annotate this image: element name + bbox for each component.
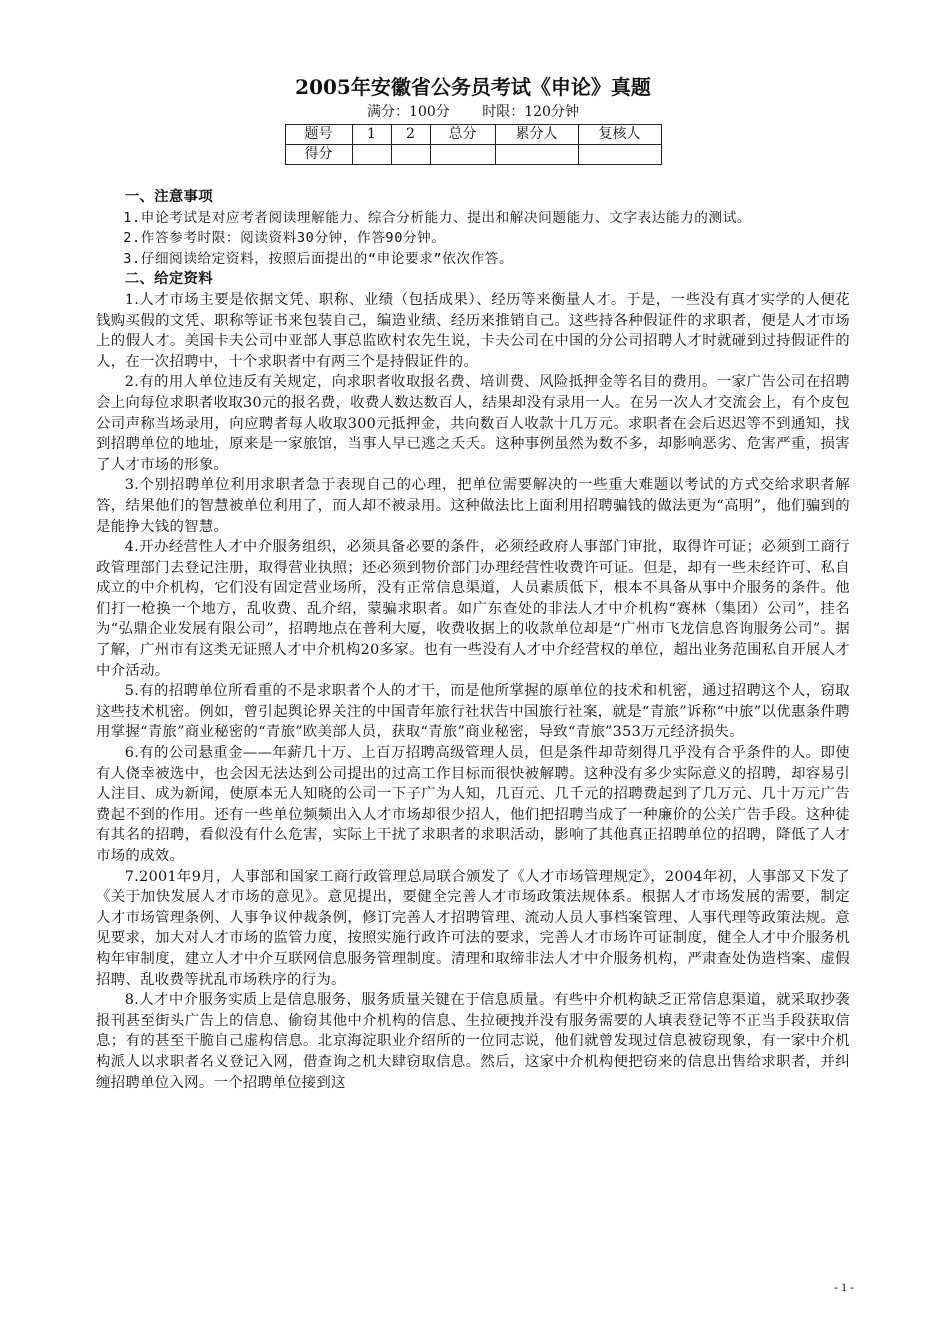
time-limit-text: 时限：120分钟 [482, 104, 579, 120]
material-paragraph: 7.2001年9月，人事部和国家工商行政管理总局联合颁发了《人才市场管理规定》，2004年初，人事部又下发了《关于加快发展人才市场的意见》。意见提出，要健全完善人才市场政策法规体系。根据人才市场发展的需要，制定人才市场管理条例、人事争议仲裁条例，修订完善人才招聘管理、流动人员人事档案管理、人事代理等政策法规。意见要求，加大对人才市场的监管力度，按照实施行政许可法的要求，完善人才市场许可证制度，健全人才中介服务机构年审制度，建立人才中介互联网信息服务管理制度。清理和取缔非法人才中介服务机构，严肃查处伪造档案、虚假招聘、乱收费等扰乱市场秩序的行为。 [96, 868, 850, 988]
score-cell: 总分 [430, 125, 495, 145]
document-page [96, 72, 850, 1093]
document-body [96, 187, 850, 1093]
material-paragraph: 8.人才中介服务实质上是信息服务，服务质量关键在于信息质量。有些中介机构缺乏正常信息渠道，就采取抄袭报刊甚至街头广告上的信息、偷窃其他中介机构的信息、生拉硬拽并没有服务需要的人填表登记等不正当手段获取信息；有的甚至干脆自己虚构信息。北京海淀职业介绍所的一位同志说，他们就曾发现过信息被窃现象，有一家中介机构派人以求职者名义登记入网，借查询之机大肆窃取信息。然后，这家中介机构便把窃来的信息出售给求职者，并纠缠招聘单位入网。一个招聘单位接到这 [96, 992, 850, 1091]
score-cell: 累分人 [495, 125, 578, 145]
full-score-text: 满分：100分 [367, 104, 450, 120]
score-table-header-row [285, 125, 661, 145]
score-cell: 2 [391, 125, 430, 145]
score-cell: 1 [352, 125, 391, 145]
notice-item: 3.仔细阅读给定资料，按照后面提出的“申论要求”依次作答。 [123, 250, 514, 267]
exam-meta [96, 102, 850, 122]
material-paragraph: 2.有的用人单位违反有关规定，向求职者收取报名费、培训费、风险抵押金等名目的费用。一家广告公司在招聘会上向每位求职者收取30元的报名费，收费人数达数百人，结果却没有录用一人。在另一次人才交流会上，有个皮包公司声称当场录用，向应聘者每人收取300元抵押金，共向数百人收款十几万元。求职者在会后迟迟等不到通知，找到招聘单位的地址，原来是一家旅馆，当事人早已逃之夭夭。这种事例虽然为数不多，却影响恶劣、危害严重，损害了人才市场的形象。 [96, 374, 850, 473]
notice-item: 2.作答参考时限：阅读资料30分钟，作答90分钟。 [123, 230, 446, 247]
score-cell [495, 145, 578, 165]
material-paragraph: 1.人才市场主要是依据文凭、职称、业绩（包括成果）、经历等来衡量人才。于是，一些没有真才实学的人便花钱购买假的文凭、职称等证书来包装自己，编造业绩、经历来推销自己。这些持各种假证件的求职者，便是人才市场上的假人才。美国卡夫公司中亚部人事总监欧村农先生说，卡夫公司在中国的分公司招聘人才时就碰到过持假证件的人，在一次招聘中，十个求职者中有两三个是持假证件的。 [96, 291, 850, 370]
notice-item: 1.申论考试是对应考者阅读理解能力、综合分析能力、提出和解决问题能力、文字表达能力的测试。 [123, 209, 752, 226]
material-paragraph: 4.开办经营性人才中介服务组织，必须具备必要的条件，必须经政府人事部门审批，取得许可证；必须到工商行政管理部门去登记注册，取得营业执照；还必须到物价部门办理经营性收费许可证。但是，却有一些未经许可、私自成立的中介机构，它们没有固定营业场所，没有正常信息渠道，人员素质低下，根本不具备从事中介服务的条件。他们打一枪换一个地方，乱收费、乱介绍，蒙骗求职者。如广东查处的非法人才中介机构“赛林（集团）公司”，挂名为“弘鼎企业发展有限公司”，招聘地点在普利大厦，收费收据上的收款单位却是“广州市飞龙信息咨询服务公司”。据了解，广州市有这类无证照人才中介机构20多家。也有一些没有人才中介经营权的单位，超出业务范围私自开展人才中介活动。 [96, 539, 850, 679]
score-cell [430, 145, 495, 165]
material-paragraph: 3.个别招聘单位利用求职者急于表现自己的心理，把单位需要解决的一些重大难题以考试的方式交给求职者解答，结果他们的智慧被单位利用了，而人却不被录用。这种做法比上面利用招聘骗钱的做法更为“高明”，他们骗到的是能挣大钱的智慧。 [96, 477, 850, 535]
material-paragraph: 6.有的公司悬重金——年薪几十万、上百万招聘高级管理人员，但是条件却苛刻得几乎没有合乎条件的人。即使有人侥幸被选中，也会因无法达到公司提出的过高工作目标而很快被解聘。这种没有多少实际意义的招聘，却容易引人注目、成为新闻，使原本无人知晓的公司一下子广为人知，几百元、几千元的招聘费起到了几万元、几十万元广告费起不到的作用。还有一些单位频频出入人才市场却很少招人，他们把招聘当成了一种廉价的公关广告手段。这种徒有其名的招聘，看似没有什么危害，实际上干扰了求职者的求职活动，影响了其他真正招聘单位的招聘，降低了人才市场的成效。 [96, 745, 850, 864]
material-paragraph: 5.有的招聘单位所看重的不是求职者个人的才干，而是他所掌握的原单位的技术和机密，通过招聘这个人，窃取这些技术机密。例如，曾引起舆论界关注的中国青年旅行社状告中国旅行社案，就是“青旅”诉称“中旅”以优惠条件聘用掌握“青旅”商业秘密的“青旅”欧美部人员，获取“青旅”商业秘密，导致“青旅”353万元经济损失。 [96, 683, 850, 741]
score-cell: 得分 [285, 145, 352, 165]
section-heading-notice: 一、注意事项 [124, 188, 213, 205]
score-cell: 复核人 [578, 125, 661, 145]
score-table [285, 124, 662, 165]
score-cell [578, 145, 661, 165]
score-table-score-row [285, 145, 661, 165]
score-cell [352, 145, 391, 165]
notice-list [96, 208, 850, 270]
section-heading-materials: 二、给定资料 [124, 270, 213, 288]
score-cell: 题号 [285, 125, 352, 145]
score-cell [391, 145, 430, 165]
page-number: - 1 - [834, 1280, 854, 1294]
document-title: 2005年安徽省公务员考试《申论》真题 [295, 75, 651, 99]
